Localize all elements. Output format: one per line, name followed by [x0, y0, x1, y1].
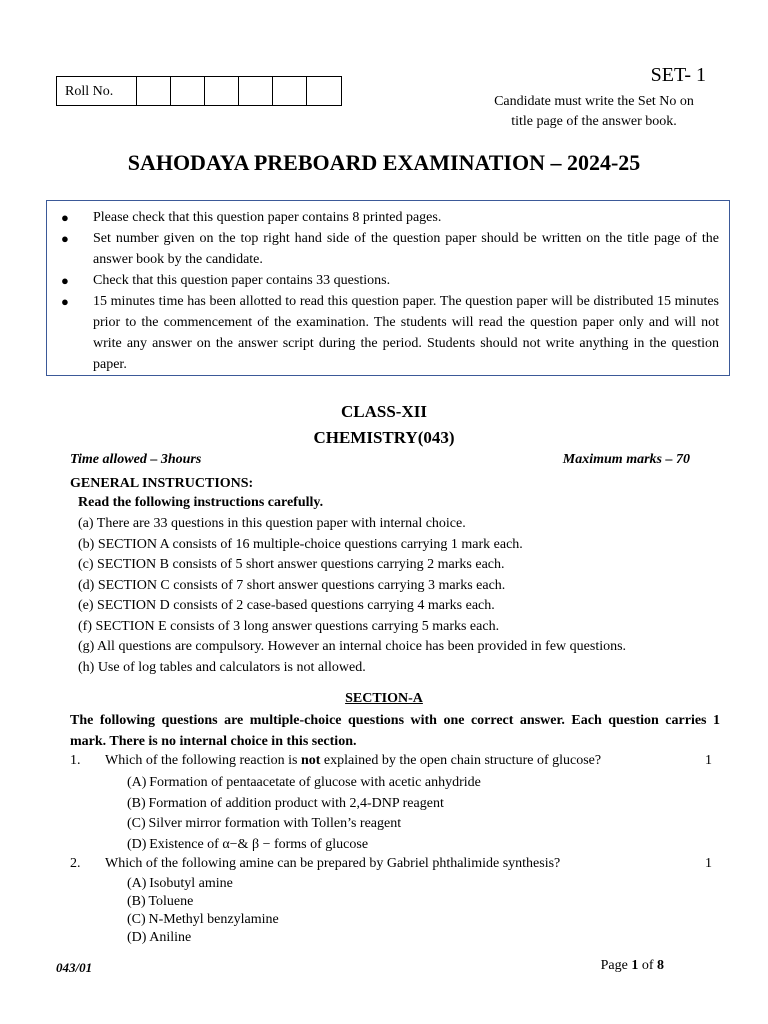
page-prefix: Page [600, 958, 632, 973]
question-number: 2. [70, 856, 81, 871]
question-1 [70, 753, 720, 773]
instruction-item: (f) SECTION E consists of 3 long answer questions carrying 5 marks each. [78, 618, 500, 634]
page-number [601, 958, 664, 974]
section-a-intro: The following questions are multiple-choice questions with one correct answer. Each question carries 1 mark. There is no internal choice in this section. [70, 713, 720, 749]
option-item: (D) Existence of α−& β − forms of glucose [127, 837, 369, 853]
bullet-icon: ● [61, 273, 69, 288]
option-item: (A) Formation of pentaacetate of glucose with acetic anhydride [127, 775, 481, 790]
roll-number-cell [171, 77, 205, 105]
notice-box [46, 200, 730, 376]
set-number-note [478, 92, 710, 132]
roll-number-cell [307, 77, 341, 105]
bullet-icon: ● [61, 210, 69, 225]
option-item: (B) Toluene [127, 894, 194, 909]
question-number: 1. [70, 753, 81, 768]
paper-code: 043/01 [56, 960, 93, 975]
notice-text: Set number given on the top right hand side of the question paper should be written on the title page of the answer book by the candidate. [93, 231, 719, 267]
notice-item [57, 291, 719, 375]
bullet-icon: ● [61, 231, 69, 246]
option-item: (C) N-Methyl benzylamine [127, 912, 279, 927]
time-allowed: Time allowed – 3hours [70, 452, 202, 467]
instruction-item: (a) There are 33 questions in this question paper with internal choice. [78, 516, 466, 531]
question-text: Which of the following amine can be prepared by Gabriel phthalimide synthesis? [105, 856, 561, 871]
set-note-line2: title page of the answer book. [511, 114, 677, 129]
instruction-item: (h) Use of log tables and calculators is not allowed. [78, 659, 366, 675]
set-number: SET- 1 [650, 64, 706, 86]
option-item: (C) Silver mirror formation with Tollen’s reagent [127, 816, 402, 832]
question-text [105, 753, 601, 769]
roll-number-cell [137, 77, 171, 105]
option-item: (B) Formation of addition product with 2,4-DNP reagent [127, 795, 444, 811]
section-a-heading: SECTION-A [345, 691, 423, 706]
class-heading: CLASS-XII [341, 402, 427, 421]
option-item: (A) Isobutyl amine [127, 876, 233, 891]
question-2 [70, 856, 720, 876]
page-total: 8 [657, 958, 664, 973]
question-1-options [127, 773, 481, 856]
exam-title: SAHODAYA PREBOARD EXAMINATION – 2024-25 [127, 150, 641, 175]
instruction-item: (b) SECTION A consists of 16 multiple-choice questions carrying 1 mark each. [78, 536, 523, 552]
question-text-part: Which of the following reaction is [105, 753, 301, 768]
subject-heading: CHEMISTRY(043) [313, 428, 455, 447]
maximum-marks: Maximum marks – 70 [562, 452, 690, 467]
instruction-item: (c) SECTION B consists of 5 short answer questions carrying 2 marks each. [78, 557, 505, 572]
roll-number-label: Roll No. [57, 77, 137, 105]
notice-item [57, 228, 719, 270]
general-instructions-list [78, 514, 626, 678]
question-text-part: explained by the open chain structure of glucose? [320, 753, 602, 768]
instruction-item: (e) SECTION D consists of 2 case-based questions carrying 4 marks each. [78, 598, 495, 613]
notice-item [57, 207, 719, 228]
page-current: 1 [631, 958, 639, 973]
roll-number-cell [273, 77, 307, 105]
notice-text: Check that this question paper contains 33 questions. [93, 273, 391, 288]
notice-text: Please check that this question paper contains 8 printed pages. [93, 210, 442, 225]
bullet-icon: ● [61, 294, 69, 309]
question-mark: 1 [705, 856, 712, 871]
roll-number-box [56, 76, 342, 106]
notice-item [57, 270, 719, 291]
roll-number-cell [205, 77, 239, 105]
question-2-options [127, 875, 279, 947]
instruction-item: (d) SECTION C consists of 7 short answer questions carrying 3 marks each. [78, 577, 506, 593]
question-text-emphasis: not [300, 753, 321, 768]
option-item: (D) Aniline [127, 930, 192, 945]
page-mid: of [638, 958, 657, 973]
instruction-item: (g) All questions are compulsory. However an internal choice has been provided in few questions. [78, 639, 627, 654]
general-instructions-subtitle: Read the following instructions carefully. [78, 495, 324, 510]
general-instructions-title: GENERAL INSTRUCTIONS: [70, 476, 254, 491]
roll-number-cell [239, 77, 273, 105]
set-note-line1: Candidate must write the Set No on [494, 94, 694, 109]
question-mark: 1 [705, 753, 712, 768]
notice-text: 15 minutes time has been allotted to read this question paper. The question paper will be distributed 15 minutes prior to the commencement of the examination. The students will read the question paper only and will not write any answer on the answer script during the period. Students should not write anything in the question paper. [93, 294, 719, 372]
